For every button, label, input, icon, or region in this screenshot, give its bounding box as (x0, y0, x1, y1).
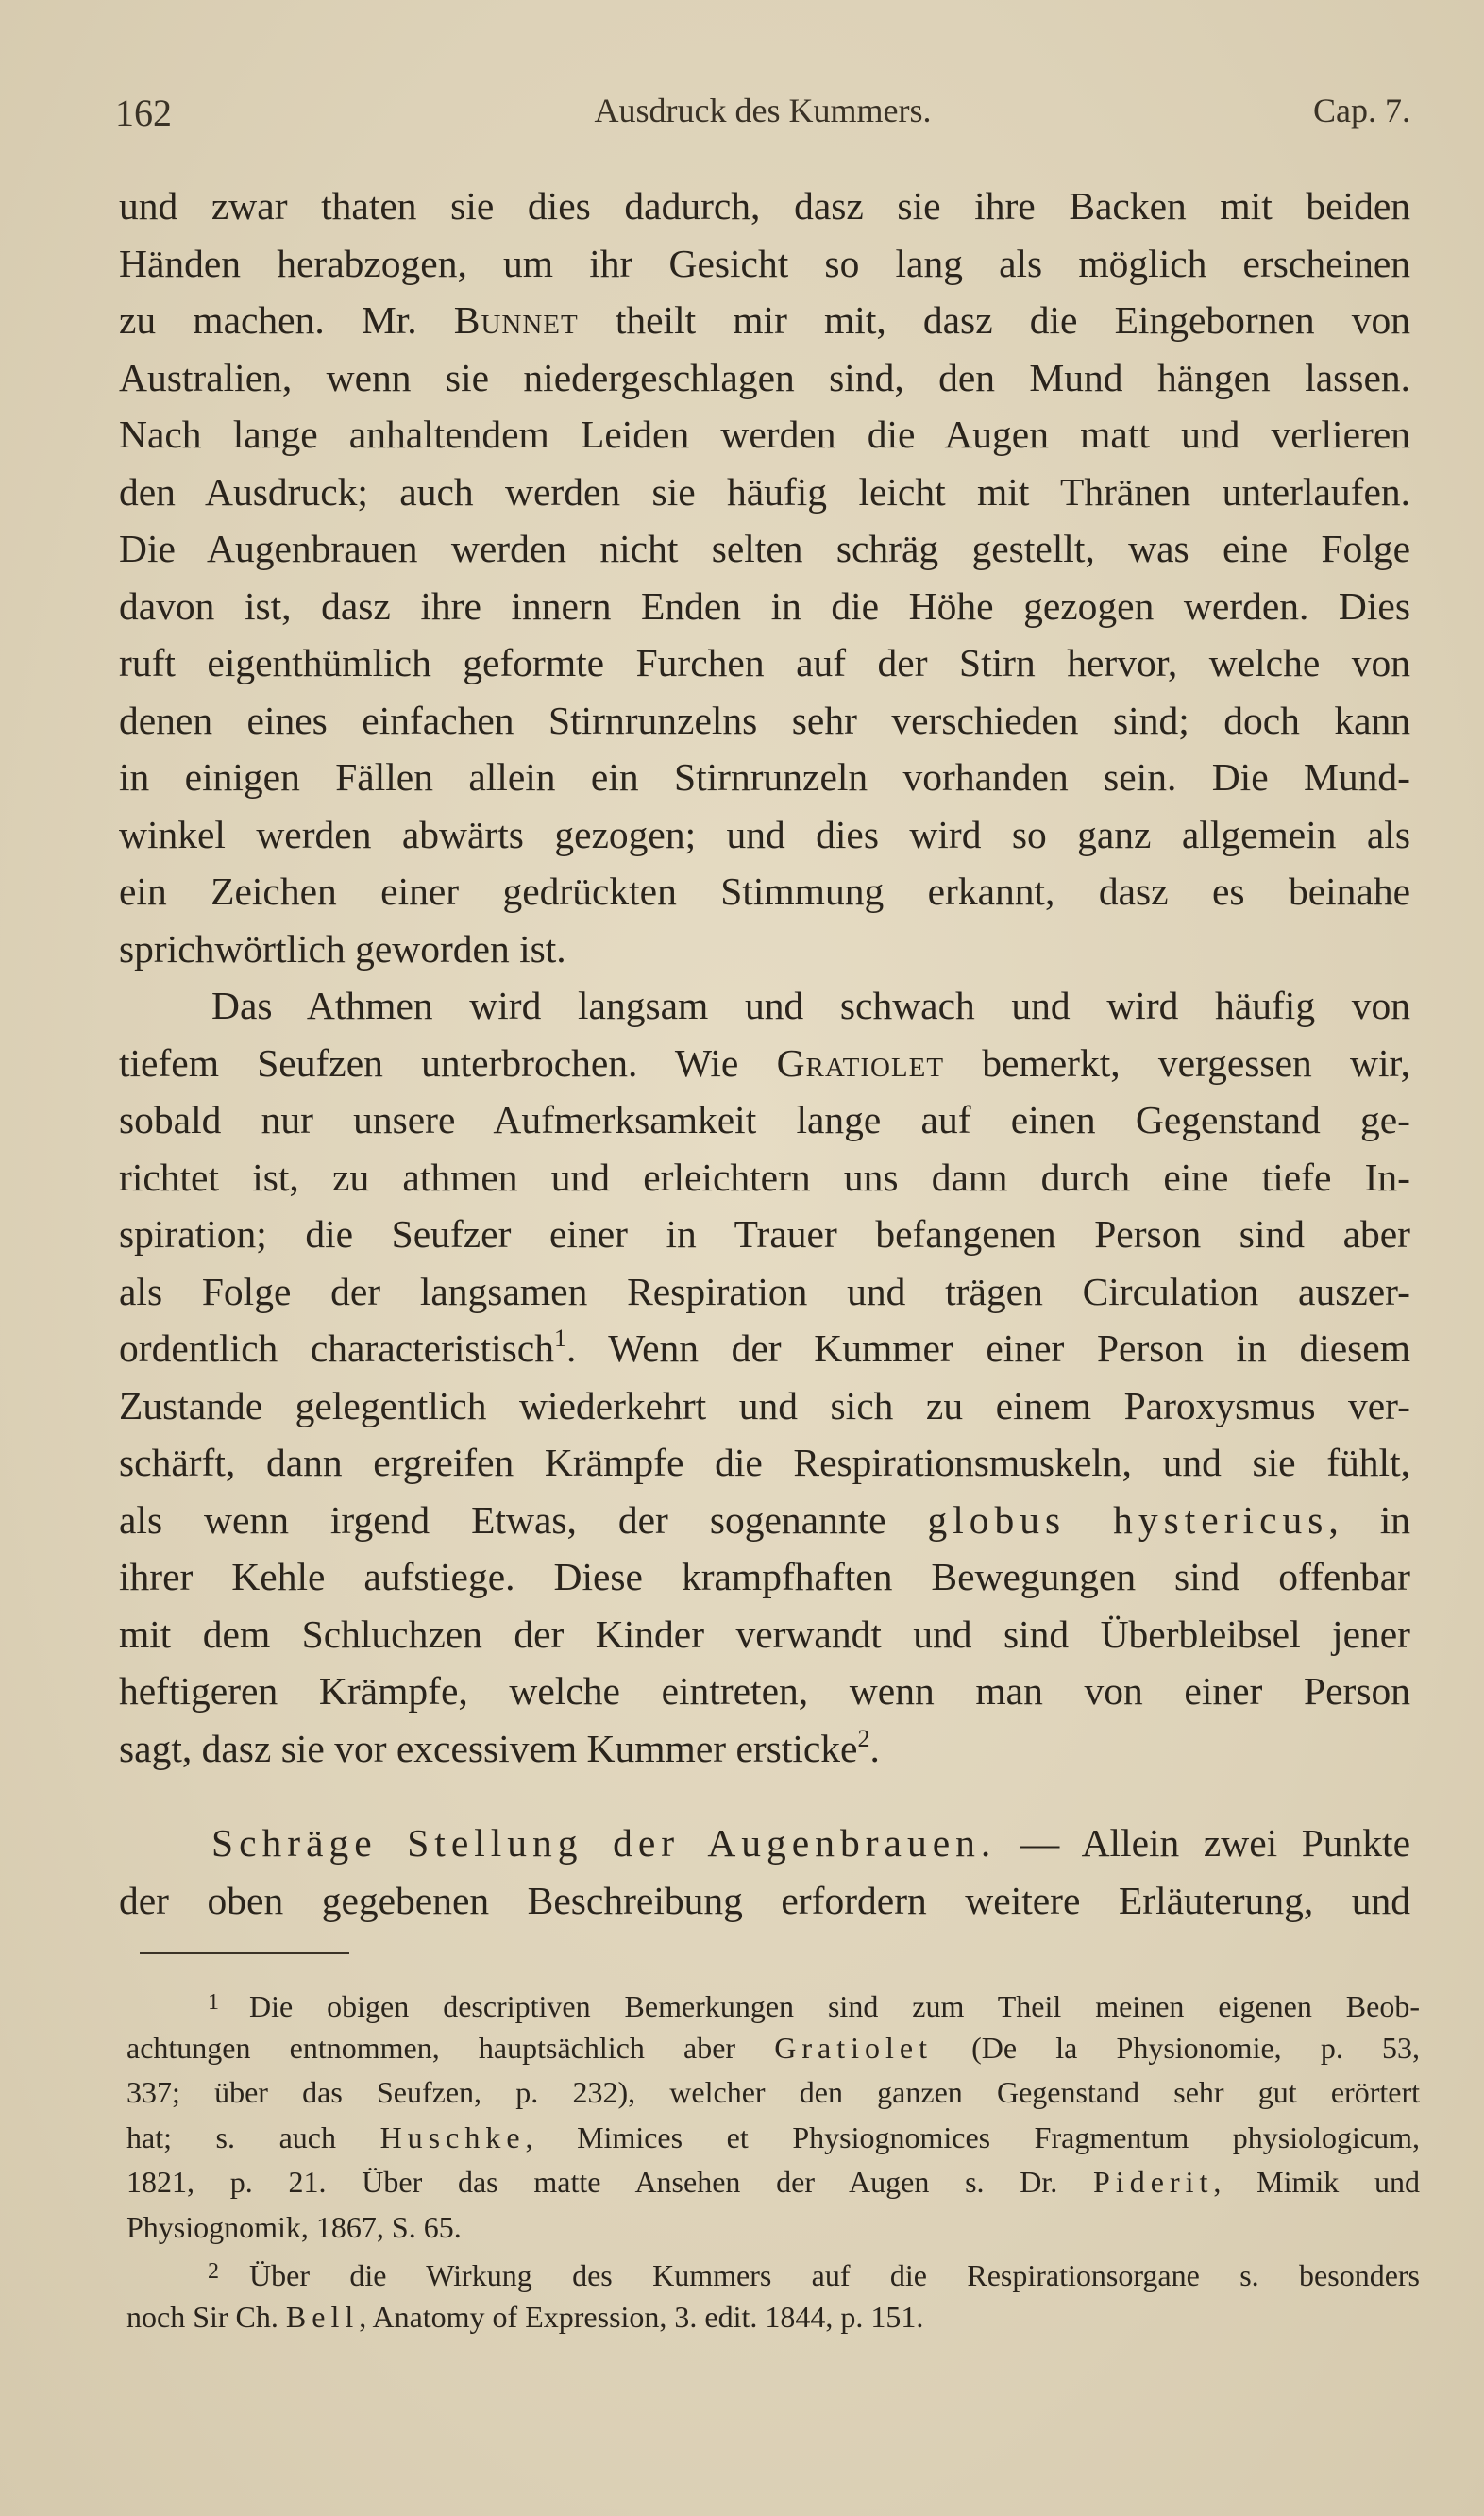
body-line: Das Athmen wird langsam und schwach und wird häufig von (211, 984, 1410, 1027)
body-line: als Folge der langsamen Respiration und trägen Circulation auszer- (119, 1269, 1410, 1313)
body-line: als wenn irgend Etwas, der sogenannte globus hystericus, in (119, 1497, 1411, 1542)
body-line: Händen herabzogen, um ihr Gesicht so lang als möglich erscheinen (119, 241, 1410, 285)
running-header (115, 91, 1410, 144)
footnote-number: 2 (208, 2259, 219, 2284)
body-line: richtet ist, zu athmen und erleichtern uns dann durch eine tiefe In- (119, 1155, 1410, 1199)
body-line: sagt, dasz sie vor excessivem Kummer ersticke$^2$. (119, 1724, 880, 1770)
footnote-divider (140, 1952, 349, 1954)
footnote-line: hat; s. auch Huschke, Mimices et Physiognomices Fragmentum physiologicum, (126, 2119, 1421, 2154)
body-line: ruft eigenthümlich geformte Furchen auf der Stirn hervor, welche von (119, 641, 1410, 684)
footnote-line: 337; über das Seufzen, p. 232), welcher den ganzen Gegenstand sehr gut erörtert (126, 2075, 1420, 2109)
body-line: mit dem Schluchzen der Kinder verwandt und sind Überbleibsel jener (119, 1612, 1410, 1656)
footnote-line: 1 Die obigen descriptiven Bemerkungen sind zum Theil meinen eigenen Beob- (126, 1981, 1420, 2026)
body-line: in einigen Fällen allein ein Stirnrunzeln vorhanden sein. Die Mund- (119, 755, 1410, 799)
footnote-line: 2 Über die Wirkung des Kummers auf die Respirationsorgane s. besonders (126, 2250, 1420, 2295)
body-line: Australien, wenn sie niedergeschlagen sind, den Mund hängen lassen. (119, 355, 1410, 399)
page-number: 162 (115, 92, 172, 134)
latin-term: globus hystericus (927, 1497, 1329, 1542)
body-line: davon ist, dasz ihre innern Enden in die Höhe gezogen werden. Dies (119, 583, 1410, 628)
footnote-line: Physiognomik, 1867, S. 65. (126, 2209, 462, 2244)
body-text (119, 177, 1410, 1929)
footnote-number: 1 (208, 1990, 219, 2015)
body-line: Die Augenbrauen werden nicht selten schräg gestellt, was eine Folge (119, 527, 1410, 570)
body-line: sprichwörtlich geworden ist. (119, 926, 566, 971)
chapter-label: Cap. 7. (1313, 92, 1410, 129)
footnote-line: noch Sir Ch. Bell, Anatomy of Expression, 3. edit. 1844, p. 151. (126, 2299, 924, 2334)
body-line: Nach lange anhaltendem Leiden werden die Augen matt und verlieren (119, 413, 1410, 456)
body-line: heftigeren Krämpfe, welche eintreten, wenn man von einer Person (119, 1669, 1410, 1713)
body-line: ein Zeichen einer gedrückten Stimmung erkannt, dasz es beinahe (119, 870, 1410, 913)
body-line: ordentlich characteristisch$^1$. Wenn der Kummer einer Person in diesem (119, 1325, 1411, 1370)
footnote-ref: 2 (857, 1724, 870, 1752)
body-line: winkel werden abwärts gezogen; und dies wird so ganz allgemein als (119, 812, 1410, 856)
body-line: denen eines einfachen Stirnrunzelns sehr verschieden sind; doch kann (119, 698, 1410, 742)
body-line: ihrer Kehle aufstiege. Diese krampfhaften Bewegungen sind offenbar (119, 1555, 1410, 1598)
running-title: Ausdruck des Kummers. (594, 92, 932, 129)
body-line: zu machen. Mr. Bunnet theilt mir mit, dasz die Eingebornen von (119, 298, 1410, 342)
body-line: tiefem Seufzen unterbrochen. Wie Gratiolet bemerkt, vergessen wir, (119, 1040, 1411, 1085)
footnote-line: 1821, p. 21. Über das matte Ansehen der Augen s. Dr. Piderit, Mimik und (126, 2165, 1421, 2199)
body-line: schärft, dann ergreifen Krämpfe die Respirationsmuskeln, und sie fühlt, (119, 1441, 1410, 1484)
body-line: den Ausdruck; auch werden sie häufig leicht mit Thränen unterlaufen. (119, 469, 1410, 514)
footnote-ref: 1 (553, 1325, 566, 1352)
author-name: Gratiolet (776, 1040, 945, 1085)
body-line: sobald nur unsere Aufmerksamkeit lange auf einen Gegenstand ge- (119, 1098, 1410, 1141)
section-heading-line: Schräge Stellung der Augenbrauen. — Allein zwei Punkte (211, 1821, 1411, 1865)
body-line: und zwar thaten sie dies dadurch, dasz sie ihre Backen mit beiden (119, 184, 1410, 228)
footnotes (126, 1981, 1420, 2339)
footnote-line: achtungen entnommen, hauptsächlich aber Gratiolet (De la Physionomie, p. 53, (126, 2030, 1421, 2065)
section-heading: Schräge Stellung der Augenbrauen. (211, 1821, 997, 1865)
body-line: der oben gegebenen Beschreibung erfordern weitere Erläuterung, und (119, 1878, 1410, 1922)
body-line: Zustande gelegentlich wiederkehrt und sich zu einem Paroxysmus ver- (119, 1383, 1410, 1427)
author-name: Bunnet (453, 298, 579, 342)
body-line: spiration; die Seufzer einer in Trauer befangenen Person sind aber (119, 1212, 1410, 1256)
